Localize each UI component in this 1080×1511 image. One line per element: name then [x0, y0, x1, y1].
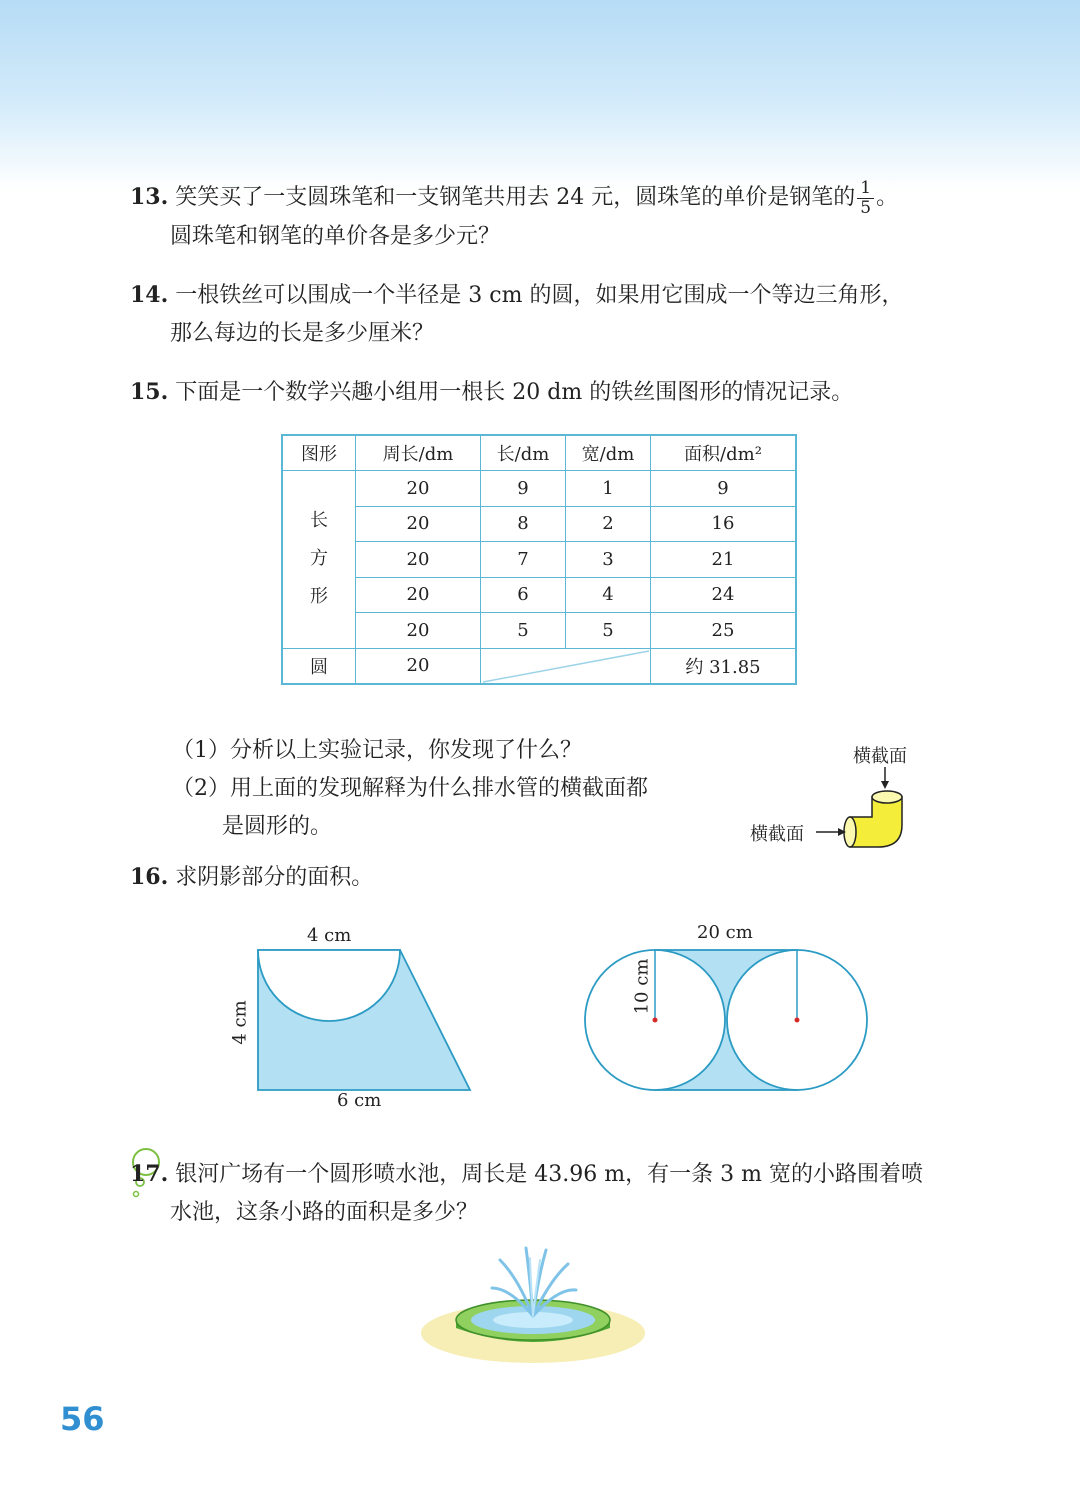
fig2-radius-label: 10 cm [631, 958, 653, 1015]
question-14 [130, 276, 903, 353]
pipe-label-top: 横截面 [853, 746, 907, 767]
fig1-bottom-label: 6 cm [337, 1090, 382, 1111]
question-16 [130, 858, 373, 897]
table-cell: 20 [356, 542, 481, 578]
sub-question-1: （1）分析以上实验记录，你发现了什么？ [172, 738, 582, 763]
question-13: 13. 笑笑买了一支圆珠笔和一支钢笔共用去 24 元，圆珠笔的单价是钢笔的 $\frac{1}{5}$ 。 圆珠笔和钢笔的单价各是多少元？ [130, 178, 898, 256]
header-cell: 长/dm [481, 435, 566, 471]
fig1-top-label: 4 cm [307, 925, 352, 946]
table-cell: 4 [566, 577, 651, 613]
header-cell: 宽/dm [566, 435, 651, 471]
question-number: 15. [130, 379, 169, 405]
question-text: 下面是一个数学兴趣小组用一根长 20 dm 的铁丝围图形的情况记录。 [175, 380, 854, 405]
header-cell: 周长/dm [356, 435, 481, 471]
question-text: 那么每边的长是多少厘米？ [170, 321, 435, 346]
table-cell: 20 [356, 471, 481, 507]
sub-question-2: （2）用上面的发现解释为什么排水管的横截面都 [172, 776, 648, 801]
two-circles-figure [580, 940, 875, 1100]
blank-diagonal-cell [481, 648, 651, 684]
rect-label-cell [282, 471, 356, 649]
table-cell: 24 [651, 577, 797, 613]
header-gradient [0, 0, 1080, 190]
table-cell: 约 31.85 [651, 648, 797, 684]
question-number: 13. [130, 184, 169, 210]
table-cell: 7 [481, 542, 566, 578]
pipe-illustration [810, 765, 910, 855]
question-number: 14. [130, 282, 169, 308]
question-number: 16. [130, 864, 169, 890]
table-cell: 6 [481, 577, 566, 613]
table-cell: 20 [356, 648, 481, 684]
question-text: 银河广场有一个圆形喷水池，周长是 43.96 m，有一条 3 m 宽的小路围着喷 [175, 1162, 923, 1187]
question-text: 一根铁丝可以围成一个半径是 3 cm 的圆，如果用它围成一个等边三角形， [175, 283, 904, 308]
table-cell: 1 [566, 471, 651, 507]
table-cell: 3 [566, 542, 651, 578]
rect-label-char: 形 [310, 586, 328, 608]
fig2-top-label: 20 cm [697, 922, 753, 943]
table-cell: 5 [481, 613, 566, 649]
table-cell: 8 [481, 506, 566, 542]
page-number: 56 [60, 1400, 105, 1438]
question-15 [130, 373, 853, 412]
question-text: 求阴影部分的面积。 [175, 865, 374, 890]
trapezoid-figure [250, 940, 480, 1100]
table-cell: 9 [651, 471, 797, 507]
table-cell: 5 [566, 613, 651, 649]
table-cell: 20 [356, 613, 481, 649]
table-cell: 9 [481, 471, 566, 507]
fig1-left-label: 4 cm [229, 1000, 251, 1045]
diagonal-line [481, 649, 651, 684]
experiment-table [281, 434, 797, 685]
sub-question-2-cont: 是圆形的。 [222, 814, 333, 839]
table-cell: 25 [651, 613, 797, 649]
table-cell: 20 [356, 577, 481, 613]
table-cell: 21 [651, 542, 797, 578]
fountain-illustration [418, 1228, 648, 1368]
question-number: 17. [130, 1161, 169, 1187]
table-cell: 2 [566, 506, 651, 542]
rect-label-char: 长 [310, 510, 328, 532]
header-cell: 图形 [282, 435, 356, 471]
table-row [282, 471, 796, 507]
table-cell: 圆 [282, 648, 356, 684]
question-text: 笑笑买了一支圆珠笔和一支钢笔共用去 24 元，圆珠笔的单价是钢笔的 [175, 185, 856, 210]
header-cell: 面积/dm² [651, 435, 797, 471]
table-row-circle [282, 648, 796, 684]
table-header-row [282, 435, 796, 471]
pipe-label-left: 横截面 [750, 824, 804, 845]
rect-label-char: 方 [310, 548, 328, 570]
fraction: $\frac{1}{5}$ [857, 179, 874, 218]
table-cell: 20 [356, 506, 481, 542]
question-text: 水池，这条小路的面积是多少？ [170, 1200, 479, 1225]
question-17 [130, 1155, 923, 1232]
table-cell: 16 [651, 506, 797, 542]
table-row [282, 542, 796, 578]
table-row [282, 506, 796, 542]
table-row [282, 577, 796, 613]
question-text: 圆珠笔和钢笔的单价各是多少元？ [170, 223, 501, 249]
table-row [282, 613, 796, 649]
